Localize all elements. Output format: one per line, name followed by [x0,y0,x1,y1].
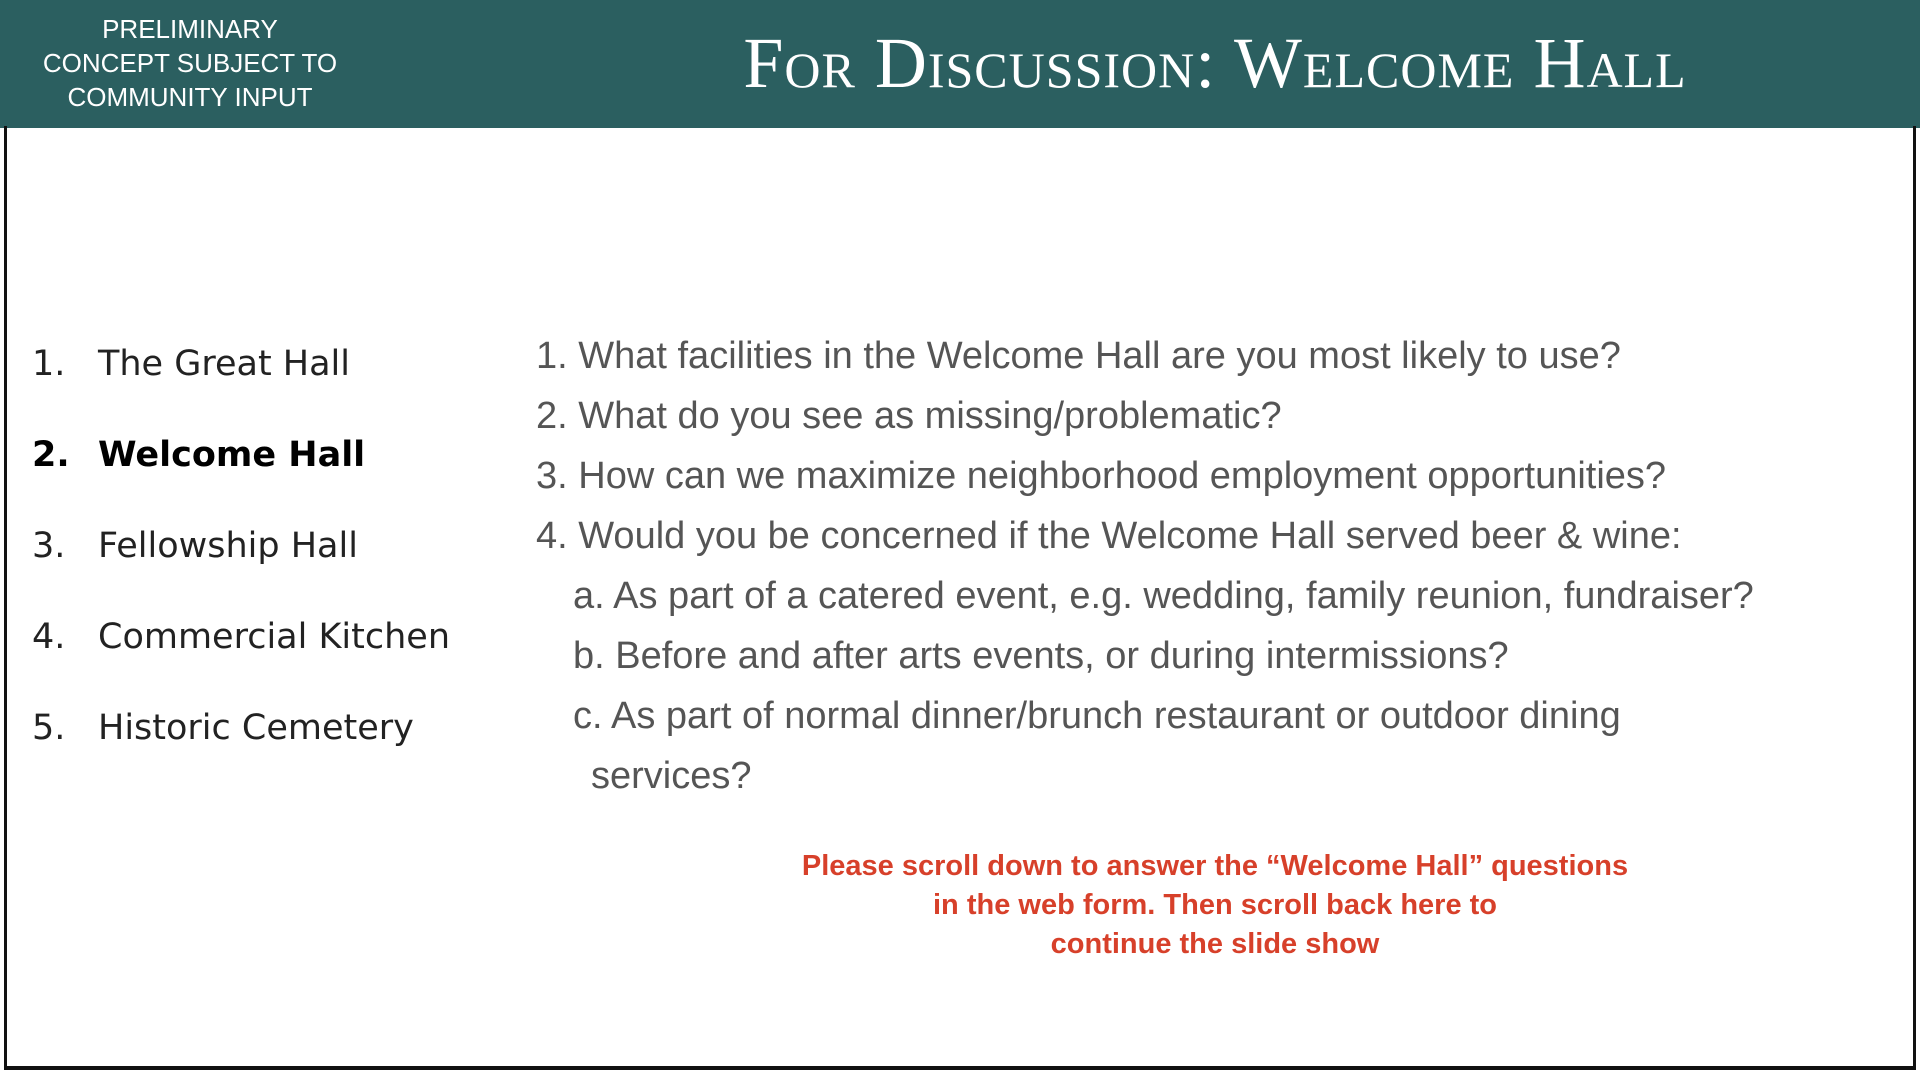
topic-number: 3. [32,526,66,566]
sub-question-c: c. As part of normal dinner/brunch restaurant or outdoor dining [573,695,1621,737]
topic-number: 5. [32,708,66,748]
topic-label: Fellowship Hall [98,526,358,566]
preliminary-notice [10,12,370,114]
topic-number: 2. [32,435,70,475]
discussion-questions [536,330,1754,810]
topic-number: 1. [32,344,66,384]
topic-item-commercial-kitchen [32,617,450,708]
topic-item-great-hall [32,344,450,435]
sub-question-a: a. As part of a catered event, e.g. wedding, family reunion, fundraiser? [573,575,1754,617]
topic-number: 4. [32,617,66,657]
scroll-instruction-line: continue the slide show [1050,928,1380,960]
sub-question-c-continued: services? [591,755,752,797]
topic-label: Commercial Kitchen [98,617,450,657]
preliminary-line: PRELIMINARY [102,14,278,44]
preliminary-line: COMMUNITY INPUT [67,82,313,112]
scroll-instruction-line: Please scroll down to answer the “Welcome Hall” questions [801,850,1629,882]
scroll-instruction [600,847,1830,964]
question-2: 2. What do you see as missing/problematic? [536,395,1282,437]
topic-item-historic-cemetery [32,708,450,799]
question-4: 4. Would you be concerned if the Welcome Hall served beer & wine: [536,515,1682,557]
topic-label: The Great Hall [98,344,351,384]
slide-header [0,0,1920,128]
topic-item-welcome-hall [32,435,450,526]
scroll-instruction-line: in the web form. Then scroll back here to [933,889,1497,921]
question-1: 1. What facilities in the Welcome Hall are you most likely to use? [536,335,1621,377]
slide-title: For Discussion: Welcome Hall [743,23,1687,103]
sub-question-b: b. Before and after arts events, or during intermissions? [573,635,1509,677]
topic-label: Welcome Hall [98,435,366,475]
topic-list [32,344,450,799]
preliminary-line: CONCEPT SUBJECT TO [42,48,338,78]
topic-item-fellowship-hall [32,526,450,617]
question-3: 3. How can we maximize neighborhood employment opportunities? [536,455,1667,497]
topic-label: Historic Cemetery [98,708,414,748]
